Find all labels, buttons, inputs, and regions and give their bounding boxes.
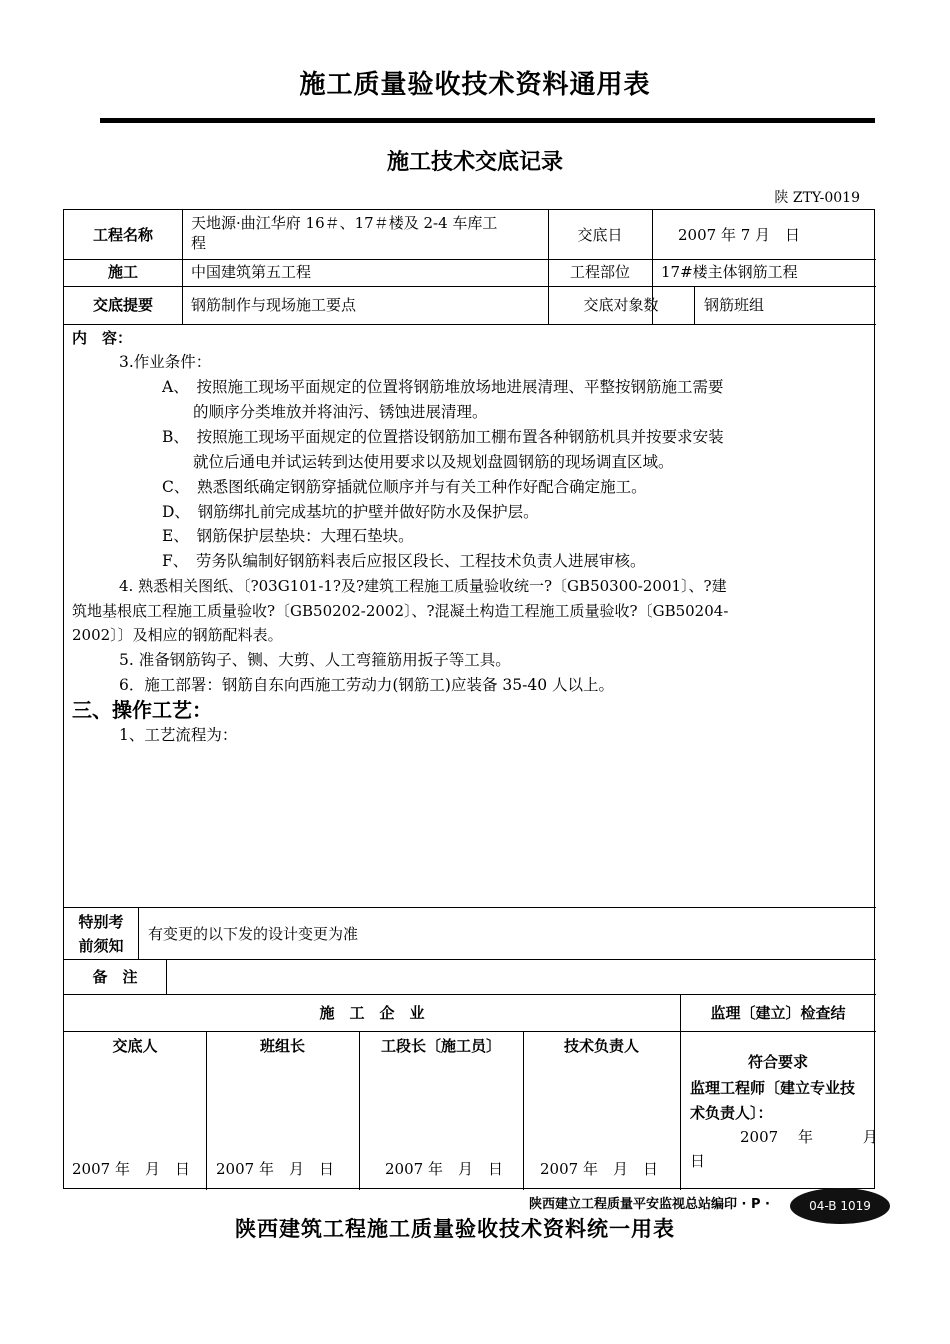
date-field: 2007 年 月 日 <box>385 1160 503 1178</box>
content-line: C、 熟悉图纸确定钢筋穿插就位顺序并与有关工种作好配合确定施工。 <box>162 478 647 496</box>
col-divider <box>694 286 695 324</box>
content-line: 的顺序分类堆放并将油污、锈蚀进展清理。 <box>193 403 488 421</box>
section-heading: 三、操作工艺： <box>72 698 212 722</box>
date-field: 2007 年 月 日 <box>72 1160 190 1178</box>
summary-value: 钢筋制作与现场施工要点 <box>191 296 357 314</box>
form-table <box>63 209 878 1189</box>
col-divider <box>138 907 139 959</box>
row-divider <box>64 959 876 960</box>
col-divider <box>680 994 681 1190</box>
publisher-note: 陕西建立工程质量平安监视总站编印 · P · <box>529 1197 770 1212</box>
team-leader-header: 班组长 <box>259 1037 305 1055</box>
supervisor-date-day: 日 <box>690 1152 706 1170</box>
summary-label: 交底提要 <box>92 296 153 314</box>
content-line: 就位后通电并试运转到达使用要求以及规划盘圆钢筋的现场调直区域。 <box>193 453 674 471</box>
form-title: 施工技术交底记录 <box>386 150 563 175</box>
title-rule <box>100 118 875 123</box>
form-badge: 04-B 1019 <box>790 1188 890 1224</box>
content-line: B、 按照施工现场平面规定的位置搭设钢筋加工棚布置各种钢筋机具并按要求安装 <box>162 428 724 446</box>
date-field: 2007 年 月 日 <box>540 1160 658 1178</box>
date-value: 2007 年 7 月 日 <box>678 226 801 244</box>
content-line: 2002〕〕及相应的钢筋配料表。 <box>72 626 283 644</box>
project-name-line: 天地源·曲江华府 16＃、17＃楼及 2-4 车库工 <box>191 214 498 232</box>
special-value: 有变更的以下发的设计变更为准 <box>148 925 359 943</box>
date-field: 2007 年 月 日 <box>216 1160 334 1178</box>
content-line: 4. 熟悉相关图纸、〔?03G101-1?及?建筑工程施工质量验收统一?〔GB50300-2001〕、?建 <box>119 577 727 595</box>
part-label: 工程部位 <box>569 263 630 281</box>
supervisor-line: 监理工程师〔建立专业技 <box>690 1079 856 1097</box>
project-name-value <box>191 213 543 253</box>
special-label-line: 前须知 <box>78 937 124 955</box>
supervisor-header: 监理〔建立〕检查结 <box>710 1004 846 1022</box>
project-name-line: 程 <box>191 234 207 252</box>
supervisor-result: 符合要求 <box>747 1053 808 1071</box>
content-line: 筑地基根底工程施工质量验收?〔GB50202-2002〕、?混凝土构造工程施工质量验收?〔GB50204- <box>72 602 729 620</box>
supervisor-date: 2007 年 月 <box>740 1128 878 1146</box>
special-label-line: 特别考 <box>78 913 124 931</box>
content-line: F、 劳务队编制好钢筋料表后应报区段长、工程技术负责人进展审核。 <box>162 552 646 570</box>
supervisor-signature-label <box>690 1076 874 1126</box>
part-value: 17#楼主体钢筋工程 <box>661 263 798 281</box>
section-chief-header: 工段长〔施工员〕 <box>380 1037 501 1055</box>
tech-lead-header: 技术负责人 <box>563 1037 639 1055</box>
content-line: 5. 准备钢筋钩子、铡、大剪、人工弯箍筋用扳子等工具。 <box>119 651 511 669</box>
company-header: 施 工 企 业 <box>319 1004 425 1022</box>
row-divider <box>64 1031 876 1032</box>
date-label: 交底日 <box>577 226 623 244</box>
content-line: 3.作业条件： <box>119 353 212 371</box>
construction-value: 中国建筑第五工程 <box>191 263 312 281</box>
row-divider <box>64 286 876 287</box>
content-line: D、 钢筋绑扎前完成基坑的护壁并做好防水及保护层。 <box>162 503 539 521</box>
content-label: 内 容： <box>72 329 133 347</box>
document-title: 施工质量验收技术资料通用表 <box>299 70 651 100</box>
col-divider <box>166 959 167 994</box>
col-divider <box>182 210 183 324</box>
target-label: 交底对象数 <box>583 296 659 314</box>
row-divider <box>64 907 876 908</box>
handover-person-header: 交底人 <box>112 1037 158 1055</box>
supervisor-line: 术负责人〕： <box>690 1104 773 1122</box>
content-line: 6．施工部署：钢筋自东向西施工劳动力(钢筋工)应装备 35-40 人以上。 <box>119 676 614 694</box>
content-line: 1、工艺流程为： <box>119 726 238 744</box>
content-line: A、 按照施工现场平面规定的位置将钢筋堆放场地进展清理、平整按钢筋施工需要 <box>162 378 724 396</box>
target-value: 钢筋班组 <box>704 296 765 314</box>
row-divider <box>64 994 876 995</box>
footer-title: 陕西建筑工程施工质量验收技术资料统一用表 <box>235 1217 675 1241</box>
remarks-label: 备 注 <box>92 968 138 986</box>
project-name-label: 工程名称 <box>92 226 153 244</box>
special-label <box>64 910 138 958</box>
row-divider <box>64 324 876 325</box>
construction-label: 施工 <box>107 263 138 281</box>
form-code: 陕 ZTY-0019 <box>774 190 860 206</box>
content-line: E、 钢筋保护层垫块：大理石垫块。 <box>162 527 414 545</box>
row-divider <box>64 259 876 260</box>
